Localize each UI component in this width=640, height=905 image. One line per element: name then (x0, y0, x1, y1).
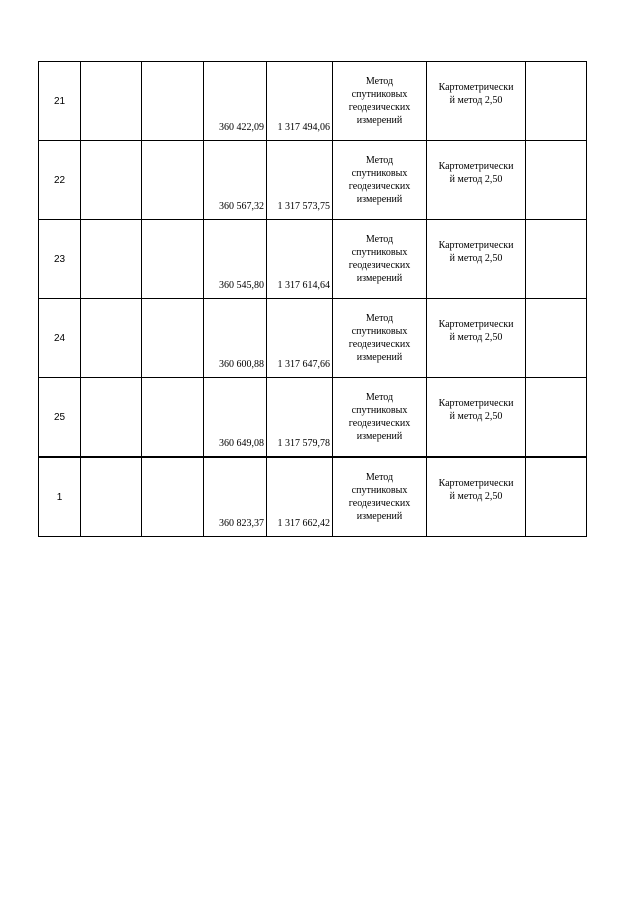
accuracy-cell (427, 141, 526, 220)
accuracy-line: Картометрически (438, 398, 514, 409)
coord-y: 1 317 579,78 (267, 378, 333, 458)
table-row (39, 141, 587, 220)
coord-x: 360 600,88 (204, 299, 267, 378)
method-line: геодезических (348, 181, 411, 192)
accuracy-line: й метод 2,50 (449, 411, 503, 422)
empty-cell (526, 62, 587, 141)
empty-cell (526, 299, 587, 378)
point-number: 1 (39, 457, 81, 537)
method-line: геодезических (348, 498, 411, 509)
coord-x: 360 823,37 (204, 457, 267, 537)
empty-cell (142, 299, 204, 378)
accuracy-line: Картометрически (438, 240, 514, 251)
method-line: Метод (365, 313, 394, 324)
accuracy-line: Картометрически (438, 319, 514, 330)
point-number: 23 (39, 220, 81, 299)
coord-x: 360 567,32 (204, 141, 267, 220)
accuracy-cell (427, 299, 526, 378)
accuracy-cell (427, 62, 526, 141)
method-line: спутниковых (351, 168, 408, 179)
coord-y: 1 317 662,42 (267, 457, 333, 537)
method-cell (333, 220, 427, 299)
accuracy-line: й метод 2,50 (449, 491, 503, 502)
point-number: 24 (39, 299, 81, 378)
empty-cell (526, 378, 587, 458)
coord-y: 1 317 494,06 (267, 62, 333, 141)
accuracy-line: Картометрически (438, 82, 514, 93)
empty-cell (142, 457, 204, 537)
coord-x: 360 422,09 (204, 62, 267, 141)
method-line: Метод (365, 76, 394, 87)
empty-cell (81, 299, 142, 378)
method-line: измерений (356, 511, 403, 522)
accuracy-line: й метод 2,50 (449, 253, 503, 264)
coordinates-table (38, 61, 587, 537)
accuracy-line: й метод 2,50 (449, 332, 503, 343)
accuracy-line: Картометрически (438, 478, 514, 489)
empty-cell (526, 220, 587, 299)
table-row (39, 457, 587, 537)
empty-cell (81, 378, 142, 458)
method-line: спутниковых (351, 89, 408, 100)
empty-cell (142, 378, 204, 458)
empty-cell (142, 141, 204, 220)
accuracy-cell (427, 457, 526, 537)
method-line: спутниковых (351, 485, 408, 496)
coord-x: 360 545,80 (204, 220, 267, 299)
method-line: измерений (356, 431, 403, 442)
method-cell (333, 457, 427, 537)
method-line: Метод (365, 155, 394, 166)
method-line: Метод (365, 392, 394, 403)
method-line: спутниковых (351, 405, 408, 416)
empty-cell (142, 220, 204, 299)
accuracy-line: Картометрически (438, 161, 514, 172)
accuracy-line: й метод 2,50 (449, 95, 503, 106)
accuracy-cell (427, 220, 526, 299)
method-line: геодезических (348, 339, 411, 350)
point-number: 21 (39, 62, 81, 141)
method-line: геодезических (348, 260, 411, 271)
coord-y: 1 317 647,66 (267, 299, 333, 378)
empty-cell (142, 62, 204, 141)
method-line: геодезических (348, 102, 411, 113)
empty-cell (81, 141, 142, 220)
table-row (39, 62, 587, 141)
coord-y: 1 317 573,75 (267, 141, 333, 220)
empty-cell (526, 457, 587, 537)
method-line: спутниковых (351, 326, 408, 337)
coord-x: 360 649,08 (204, 378, 267, 458)
empty-cell (81, 220, 142, 299)
method-cell (333, 62, 427, 141)
empty-cell (81, 457, 142, 537)
coord-y: 1 317 614,64 (267, 220, 333, 299)
table-row (39, 220, 587, 299)
empty-cell (81, 62, 142, 141)
table-row (39, 378, 587, 458)
method-line: Метод (365, 234, 394, 245)
table-row (39, 299, 587, 378)
method-cell (333, 141, 427, 220)
method-line: измерений (356, 352, 403, 363)
method-line: геодезических (348, 418, 411, 429)
empty-cell (526, 141, 587, 220)
method-cell (333, 378, 427, 458)
method-line: Метод (365, 472, 394, 483)
method-line: измерений (356, 273, 403, 284)
method-cell (333, 299, 427, 378)
accuracy-line: й метод 2,50 (449, 174, 503, 185)
point-number: 22 (39, 141, 81, 220)
method-line: спутниковых (351, 247, 408, 258)
method-line: измерений (356, 115, 403, 126)
accuracy-cell (427, 378, 526, 458)
method-line: измерений (356, 194, 403, 205)
point-number: 25 (39, 378, 81, 458)
